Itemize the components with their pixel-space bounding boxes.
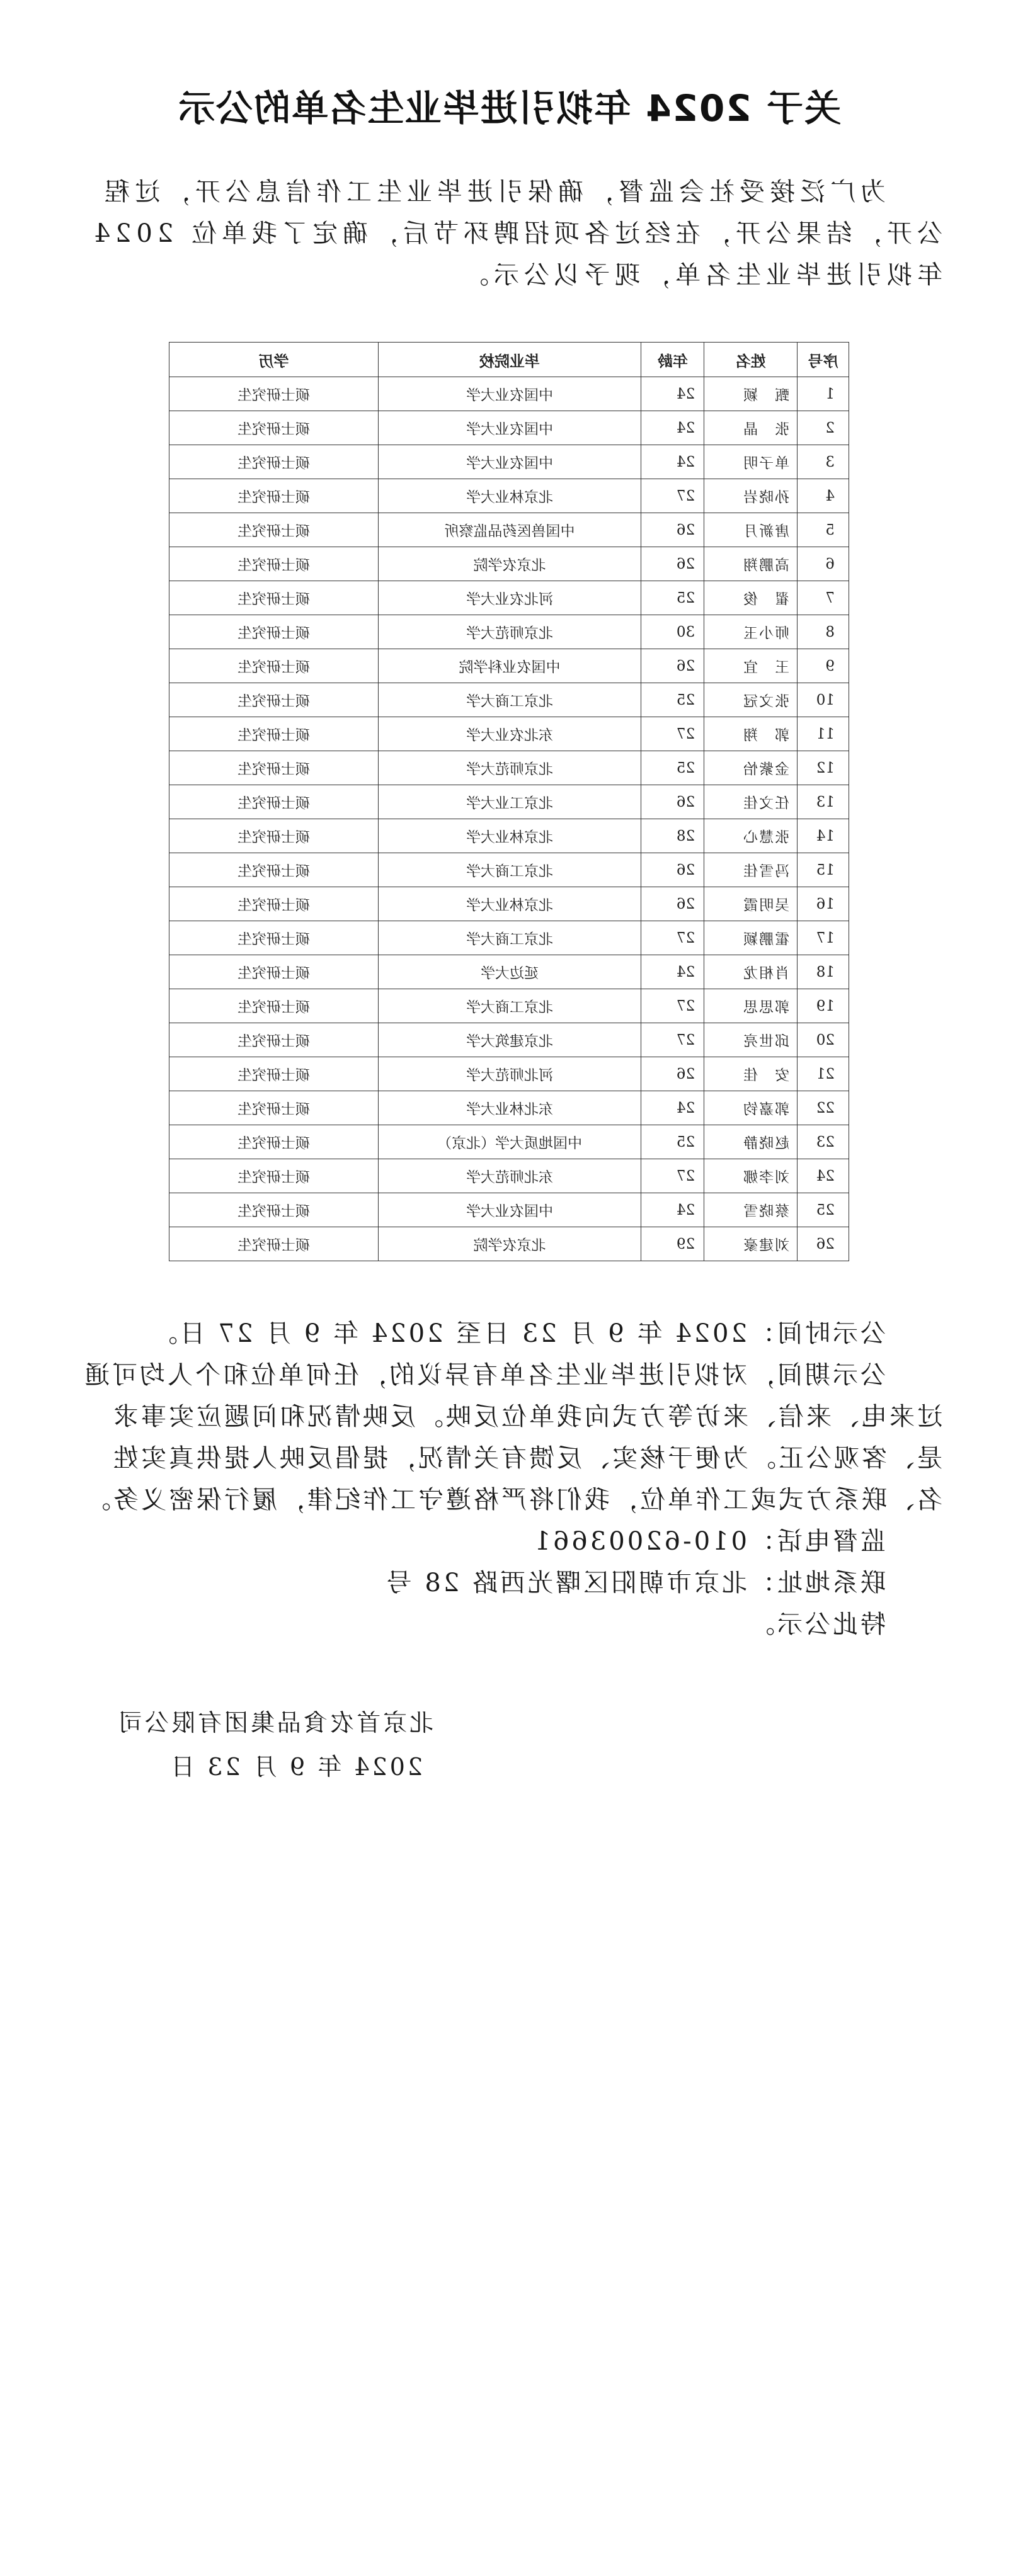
table-row bbox=[169, 921, 849, 955]
cell-school: 北京林业大学 bbox=[378, 819, 641, 853]
cell-school: 北京工商大学 bbox=[378, 853, 641, 887]
cell-degree: 硕士研究生 bbox=[169, 1159, 379, 1193]
table-row bbox=[169, 717, 849, 751]
cell-age: 24 bbox=[641, 955, 704, 989]
cell-no: 10 bbox=[798, 683, 849, 717]
cell-name: 王 宜 bbox=[704, 649, 798, 683]
cell-school: 北京师范大学 bbox=[378, 615, 641, 649]
notice-body: 公示期间，对拟引进毕业生名单有异议的，任何单位和个人均可通过来电、来信、来访等方式向我单位反映。反映情况和问题应实事求是、客观公正。为便于核实、反馈有关情况，提倡反映人提供真实姓名、联系方式或工作单位，我们将严格遵守工作纪律，履行保密义务。 bbox=[82, 1361, 942, 1514]
cell-age: 24 bbox=[641, 445, 704, 479]
cell-no: 16 bbox=[798, 887, 849, 921]
cell-name: 单子明 bbox=[704, 445, 798, 479]
cell-degree: 硕士研究生 bbox=[169, 1091, 379, 1125]
cell-name: 孙晓岩 bbox=[704, 479, 798, 513]
cell-age: 27 bbox=[641, 479, 704, 513]
cell-name: 张慧心 bbox=[704, 819, 798, 853]
cell-degree: 硕士研究生 bbox=[169, 1193, 379, 1227]
cell-age: 24 bbox=[641, 411, 704, 445]
cell-degree: 硕士研究生 bbox=[169, 547, 379, 581]
cell-degree: 硕士研究生 bbox=[169, 411, 379, 445]
cell-age: 26 bbox=[641, 887, 704, 921]
cell-no: 15 bbox=[798, 853, 849, 887]
cell-name: 冯雪佳 bbox=[704, 853, 798, 887]
cell-age: 25 bbox=[641, 751, 704, 785]
header-no: 序号 bbox=[798, 343, 849, 377]
cell-name: 唐新月 bbox=[704, 513, 798, 547]
notice-period: 公示时间：2024 年 9 月 23 日至 2024 年 9 月 27 日。 bbox=[149, 1319, 886, 1348]
table-row bbox=[169, 479, 849, 513]
signature-date: 2024 年 9 月 23 日 bbox=[168, 1753, 423, 1781]
cell-age: 28 bbox=[641, 819, 704, 853]
cell-name: 张 晶 bbox=[704, 411, 798, 445]
cell-degree: 硕士研究生 bbox=[169, 887, 379, 921]
cell-degree: 硕士研究生 bbox=[169, 377, 379, 411]
cell-age: 26 bbox=[641, 547, 704, 581]
cell-name: 吴明霞 bbox=[704, 887, 798, 921]
table-row bbox=[169, 411, 849, 445]
cell-age: 26 bbox=[641, 649, 704, 683]
cell-school: 北京工商大学 bbox=[378, 921, 641, 955]
cell-no: 13 bbox=[798, 785, 849, 819]
cell-no: 12 bbox=[798, 751, 849, 785]
cell-no: 8 bbox=[798, 615, 849, 649]
cell-degree: 硕士研究生 bbox=[169, 1057, 379, 1091]
cell-degree: 硕士研究生 bbox=[169, 955, 379, 989]
table-row bbox=[169, 445, 849, 479]
notice-section bbox=[67, 1313, 942, 1645]
cell-degree: 硕士研究生 bbox=[169, 1227, 379, 1261]
contact-address: 联系地址：北京市朝阳区曙光西路 28 号 bbox=[384, 1569, 886, 1597]
table-row bbox=[169, 377, 849, 411]
graduate-table bbox=[169, 342, 849, 1261]
cell-age: 30 bbox=[641, 615, 704, 649]
cell-name: 刘李娜 bbox=[704, 1159, 798, 1193]
cell-degree: 硕士研究生 bbox=[169, 683, 379, 717]
table-row bbox=[169, 955, 849, 989]
cell-no: 26 bbox=[798, 1227, 849, 1261]
cell-degree: 硕士研究生 bbox=[169, 513, 379, 547]
cell-no: 18 bbox=[798, 955, 849, 989]
table-row bbox=[169, 615, 849, 649]
cell-school: 中国农业大学 bbox=[378, 1193, 641, 1227]
table-row bbox=[169, 887, 849, 921]
cell-name: 安 佳 bbox=[704, 1057, 798, 1091]
cell-name: 甄 颖 bbox=[704, 377, 798, 411]
cell-degree: 硕士研究生 bbox=[169, 751, 379, 785]
cell-no: 3 bbox=[798, 445, 849, 479]
cell-age: 26 bbox=[641, 785, 704, 819]
table-row bbox=[169, 683, 849, 717]
cell-school: 北京林业大学 bbox=[378, 887, 641, 921]
cell-name: 蔡晓雪 bbox=[704, 1193, 798, 1227]
cell-age: 25 bbox=[641, 1125, 704, 1159]
cell-name: 高鹏翔 bbox=[704, 547, 798, 581]
cell-name: 霍鹏颖 bbox=[704, 921, 798, 955]
cell-name: 郭思思 bbox=[704, 989, 798, 1023]
header-age: 年龄 bbox=[641, 343, 704, 377]
cell-no: 5 bbox=[798, 513, 849, 547]
table-row bbox=[169, 853, 849, 887]
cell-name: 刘建豪 bbox=[704, 1227, 798, 1261]
table-row bbox=[169, 1125, 849, 1159]
cell-degree: 硕士研究生 bbox=[169, 921, 379, 955]
header-school: 毕业院校 bbox=[378, 343, 641, 377]
cell-no: 4 bbox=[798, 479, 849, 513]
cell-name: 张文冠 bbox=[704, 683, 798, 717]
cell-school: 北京师范大学 bbox=[378, 751, 641, 785]
table-row bbox=[169, 1023, 849, 1057]
cell-school: 北京工商大学 bbox=[378, 683, 641, 717]
cell-school: 北京工商大学 bbox=[378, 989, 641, 1023]
cell-age: 27 bbox=[641, 1023, 704, 1057]
cell-age: 26 bbox=[641, 513, 704, 547]
cell-no: 23 bbox=[798, 1125, 849, 1159]
header-degree: 学历 bbox=[169, 343, 379, 377]
cell-name: 郭嘉钧 bbox=[704, 1091, 798, 1125]
cell-degree: 硕士研究生 bbox=[169, 445, 379, 479]
cell-school: 河北师范大学 bbox=[378, 1057, 641, 1091]
intro-paragraph: 为广泛接受社会监督，确保引进毕业生工作信息公开，过程公开，结果公开，在经过各项招聘环节后，确定了我单位 2024 年拟引进毕业生名单，现予以公示。 bbox=[89, 178, 942, 290]
cell-degree: 硕士研究生 bbox=[169, 1023, 379, 1057]
cell-degree: 硕士研究生 bbox=[169, 989, 379, 1023]
cell-school: 北京农学院 bbox=[378, 547, 641, 581]
cell-name: 金紫怡 bbox=[704, 751, 798, 785]
cell-school: 中国农业大学 bbox=[378, 411, 641, 445]
table-row bbox=[169, 649, 849, 683]
cell-name: 郭 翔 bbox=[704, 717, 798, 751]
cell-age: 24 bbox=[641, 377, 704, 411]
cell-age: 24 bbox=[641, 1193, 704, 1227]
cell-no: 17 bbox=[798, 921, 849, 955]
table-row bbox=[169, 547, 849, 581]
cell-no: 11 bbox=[798, 717, 849, 751]
cell-no: 22 bbox=[798, 1091, 849, 1125]
cell-age: 27 bbox=[641, 717, 704, 751]
table-row bbox=[169, 513, 849, 547]
cell-school: 北京林业大学 bbox=[378, 479, 641, 513]
cell-name: 翟 俊 bbox=[704, 581, 798, 615]
cell-age: 27 bbox=[641, 921, 704, 955]
cell-no: 20 bbox=[798, 1023, 849, 1057]
table-row bbox=[169, 819, 849, 853]
cell-age: 24 bbox=[641, 1091, 704, 1125]
cell-degree: 硕士研究生 bbox=[169, 717, 379, 751]
cell-school: 东北农业大学 bbox=[378, 717, 641, 751]
signature-org: 北京首农食品集团有限公司 bbox=[115, 1709, 433, 1737]
cell-age: 29 bbox=[641, 1227, 704, 1261]
table-body bbox=[169, 377, 849, 1261]
table-row bbox=[169, 1057, 849, 1091]
cell-age: 26 bbox=[641, 853, 704, 887]
cell-name: 任文佳 bbox=[704, 785, 798, 819]
cell-degree: 硕士研究生 bbox=[169, 649, 379, 683]
cell-school: 东北林业大学 bbox=[378, 1091, 641, 1125]
table-row bbox=[169, 989, 849, 1023]
cell-degree: 硕士研究生 bbox=[169, 853, 379, 887]
cell-degree: 硕士研究生 bbox=[169, 581, 379, 615]
cell-school: 北京建筑大学 bbox=[378, 1023, 641, 1057]
cell-name: 师小玉 bbox=[704, 615, 798, 649]
header-name: 姓名 bbox=[704, 343, 798, 377]
cell-degree: 硕士研究生 bbox=[169, 479, 379, 513]
cell-school: 延边大学 bbox=[378, 955, 641, 989]
cell-age: 27 bbox=[641, 1159, 704, 1193]
cell-name: 赵晓静 bbox=[704, 1125, 798, 1159]
cell-school: 河北农业大学 bbox=[378, 581, 641, 615]
cell-school: 中国农业科学院 bbox=[378, 649, 641, 683]
cell-school: 中国地质大学（北京） bbox=[378, 1125, 641, 1159]
table-row bbox=[169, 1193, 849, 1227]
supervision-phone: 监督电话：010-62003661 bbox=[532, 1527, 886, 1556]
table-row bbox=[169, 1159, 849, 1193]
cell-no: 9 bbox=[798, 649, 849, 683]
document-title: 关于 2024 年拟引进毕业生名单的公示 bbox=[177, 87, 841, 130]
cell-name: 邱世亮 bbox=[704, 1023, 798, 1057]
cell-school: 中国农业大学 bbox=[378, 445, 641, 479]
table-row bbox=[169, 581, 849, 615]
cell-age: 25 bbox=[641, 581, 704, 615]
cell-school: 东北师范大学 bbox=[378, 1159, 641, 1193]
cell-no: 21 bbox=[798, 1057, 849, 1091]
cell-no: 6 bbox=[798, 547, 849, 581]
cell-no: 2 bbox=[798, 411, 849, 445]
cell-age: 25 bbox=[641, 683, 704, 717]
cell-age: 26 bbox=[641, 1057, 704, 1091]
cell-degree: 硕士研究生 bbox=[169, 1125, 379, 1159]
cell-degree: 硕士研究生 bbox=[169, 615, 379, 649]
cell-school: 中国农业大学 bbox=[378, 377, 641, 411]
cell-school: 中国兽医药品监察所 bbox=[378, 513, 641, 547]
cell-school: 北京农学院 bbox=[378, 1227, 641, 1261]
cell-no: 14 bbox=[798, 819, 849, 853]
cell-school: 北京工业大学 bbox=[378, 785, 641, 819]
cell-no: 7 bbox=[798, 581, 849, 615]
table-row bbox=[169, 1227, 849, 1261]
cell-no: 19 bbox=[798, 989, 849, 1023]
table-row bbox=[169, 785, 849, 819]
table-row bbox=[169, 1091, 849, 1125]
closing-line: 特此公示。 bbox=[747, 1610, 886, 1639]
cell-no: 1 bbox=[798, 377, 849, 411]
cell-age: 27 bbox=[641, 989, 704, 1023]
cell-name: 肖相龙 bbox=[704, 955, 798, 989]
cell-degree: 硕士研究生 bbox=[169, 785, 379, 819]
cell-degree: 硕士研究生 bbox=[169, 819, 379, 853]
cell-no: 25 bbox=[798, 1193, 849, 1227]
table-header-row bbox=[169, 343, 849, 377]
table-row bbox=[169, 751, 849, 785]
cell-no: 24 bbox=[798, 1159, 849, 1193]
